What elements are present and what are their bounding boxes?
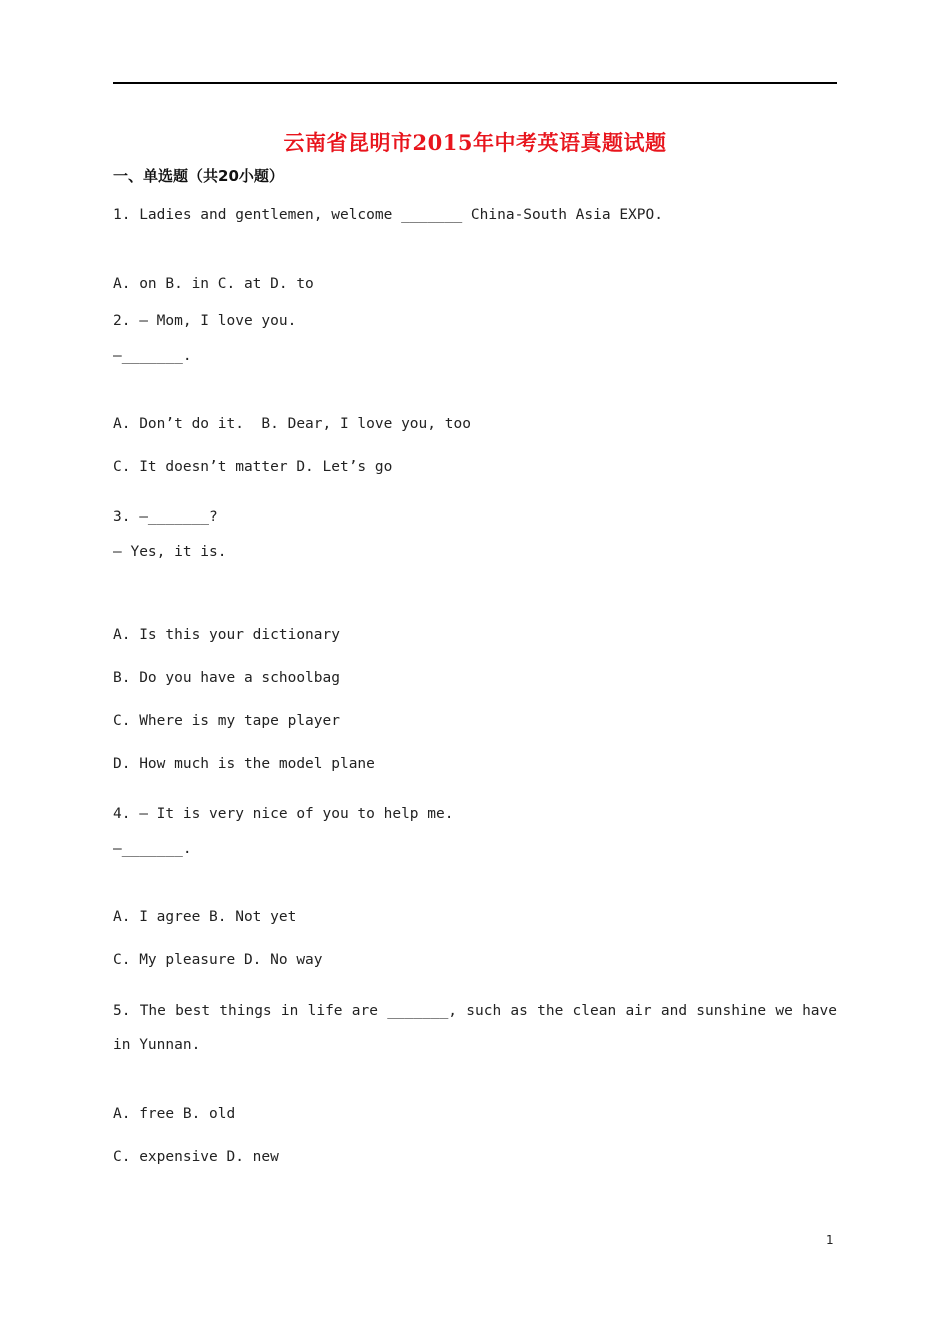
question-5-options-line-1: A. free B. old: [113, 1106, 236, 1122]
document-title: 云南省昆明市2015年中考英语真题试题: [283, 130, 667, 155]
page-number: 1: [826, 1233, 834, 1247]
question-2-response: —_______.: [113, 348, 192, 364]
question-2-options-line-2: C. It doesn’t matter D. Let’s go: [113, 459, 393, 475]
question-2-options-line-1: A. Don’t do it. B. Dear, I love you, too: [113, 416, 471, 432]
question-4-response: —_______.: [113, 841, 192, 857]
question-4-options-line-1: A. I agree B. Not yet: [113, 909, 297, 925]
question-2-stem: 2. — Mom, I love you.: [113, 313, 297, 329]
question-3-option-a: A. Is this your dictionary: [113, 627, 340, 643]
question-3-option-d: D. How much is the model plane: [113, 756, 375, 772]
question-1-options-line-1: A. on B. in C. at D. to: [113, 276, 314, 292]
question-1-stem: 1. Ladies and gentlemen, welcome _______ China-South Asia EXPO.: [113, 207, 663, 223]
question-5-options-line-2: C. expensive D. new: [113, 1149, 279, 1165]
header-rule: [113, 82, 837, 84]
question-5-stem: 5. The best things in life are _______, such as the clean air and sunshine we have in Yunnan.: [113, 1003, 837, 1053]
question-4-stem: 4. — It is very nice of you to help me.: [113, 806, 454, 822]
question-4-options-line-2: C. My pleasure D. No way: [113, 952, 323, 968]
question-3-option-c: C. Where is my tape player: [113, 713, 340, 729]
question-3-stem: 3. —_______?: [113, 509, 218, 525]
question-3-option-b: B. Do you have a schoolbag: [113, 670, 340, 686]
question-3-response: — Yes, it is.: [113, 544, 227, 560]
section-heading: 一、单选题（共20小题）: [113, 167, 284, 185]
